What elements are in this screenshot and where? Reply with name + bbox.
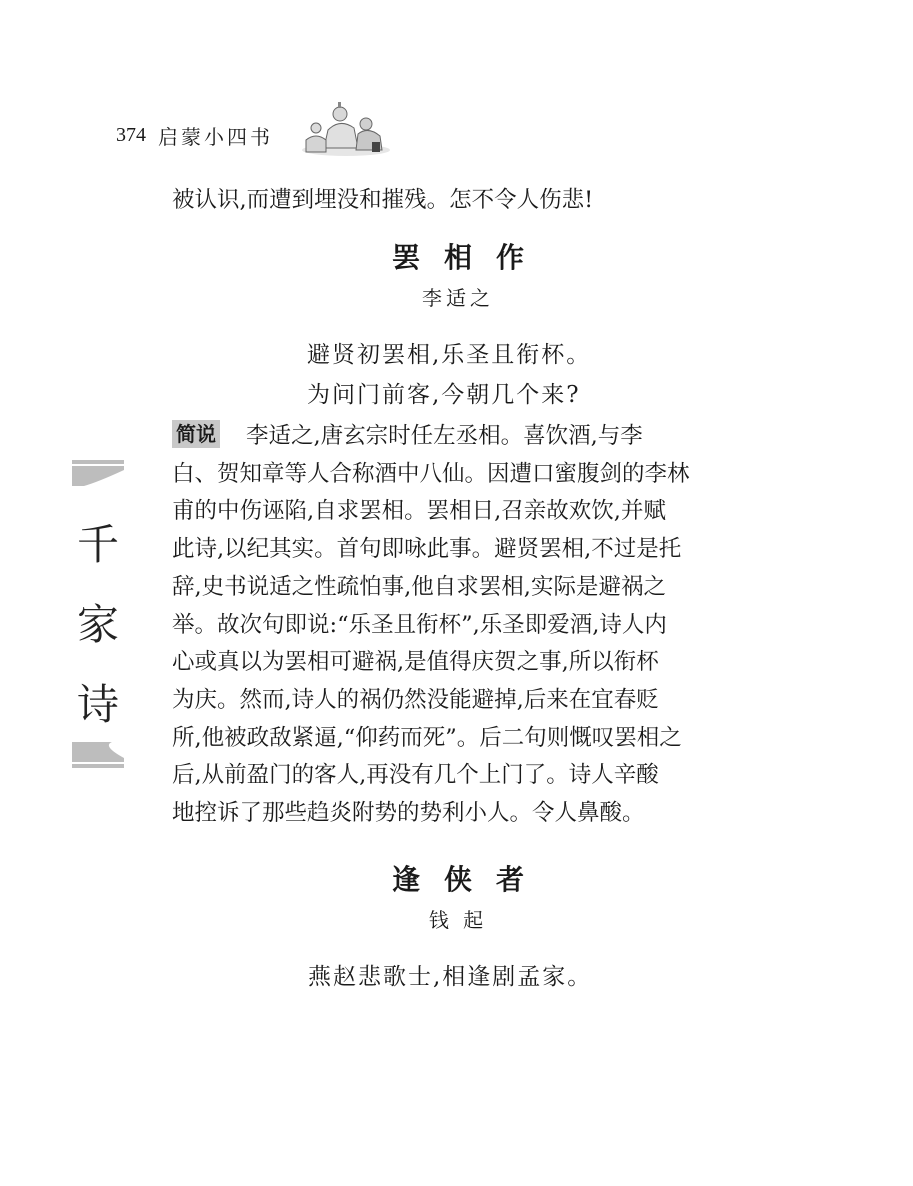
commentary [172, 418, 744, 833]
commentary-line: 此诗,以纪其实。首句即咏此事。避贤罢相,不过是托 [172, 536, 682, 563]
poem-author: 钱 起 [428, 908, 488, 932]
side-title-bottom-bracket [72, 740, 124, 768]
poem-line: 燕赵悲歌士,相逢剧孟家。 [308, 964, 593, 990]
commentary-line: 为庆。然而,诗人的祸仍然没能避掉,后来在宜春贬 [172, 686, 659, 713]
side-title-char: 家 [76, 600, 119, 649]
continuation-text: 被认识,而遭到埋没和摧残。怎不令人伤悲! [172, 187, 594, 213]
page-number: 374 [116, 123, 146, 146]
commentary-line: 地控诉了那些趋炎附势的势利小人。令人鼻酸。 [172, 800, 645, 827]
commentary-line: 后,从前盈门的客人,再没有几个上门了。诗人辛酸 [172, 762, 659, 789]
side-title-char: 千 [76, 520, 119, 569]
poem-author: 李适之 [422, 286, 494, 310]
commentary-line: 白、贺知章等人合称酒中八仙。因遭口蜜腹剑的李林 [172, 460, 690, 487]
poem-line: 为问门前客,今朝几个来? [307, 382, 581, 408]
side-title-char: 诗 [76, 680, 119, 729]
side-title-block [72, 460, 124, 770]
book-title: 启蒙小四书 [158, 124, 273, 149]
commentary-line: 所,他被政敌紧逼,“仰药而死”。后二句则慨叹罢相之 [172, 724, 682, 751]
side-title [72, 505, 124, 745]
commentary-line: 甫的中伤诬陷,自求罢相。罢相日,召亲故欢饮,并赋 [172, 498, 666, 525]
poem-title: 逢侠者 [391, 863, 548, 896]
commentary-line: 简说 李适之,唐玄宗时任左丞相。喜饮酒,与李 [172, 418, 744, 456]
side-title-top-bracket [72, 460, 124, 488]
header-illustration [300, 100, 392, 158]
poem-title: 罢相作 [391, 241, 548, 274]
commentary-line: 辞,史书说适之性疏怕事,他自求罢相,实际是避祸之 [172, 573, 666, 600]
poem-line: 避贤初罢相,乐圣且衔杯。 [307, 342, 592, 368]
running-header [116, 118, 273, 152]
commentary-line: 举。故次句即说:“乐圣且衔杯”,乐圣即爱酒,诗人内 [172, 611, 667, 638]
commentary-line: 心或真以为罢相可避祸,是值得庆贺之事,所以衔杯 [172, 649, 659, 676]
commentary-label: 简说 [172, 420, 220, 448]
